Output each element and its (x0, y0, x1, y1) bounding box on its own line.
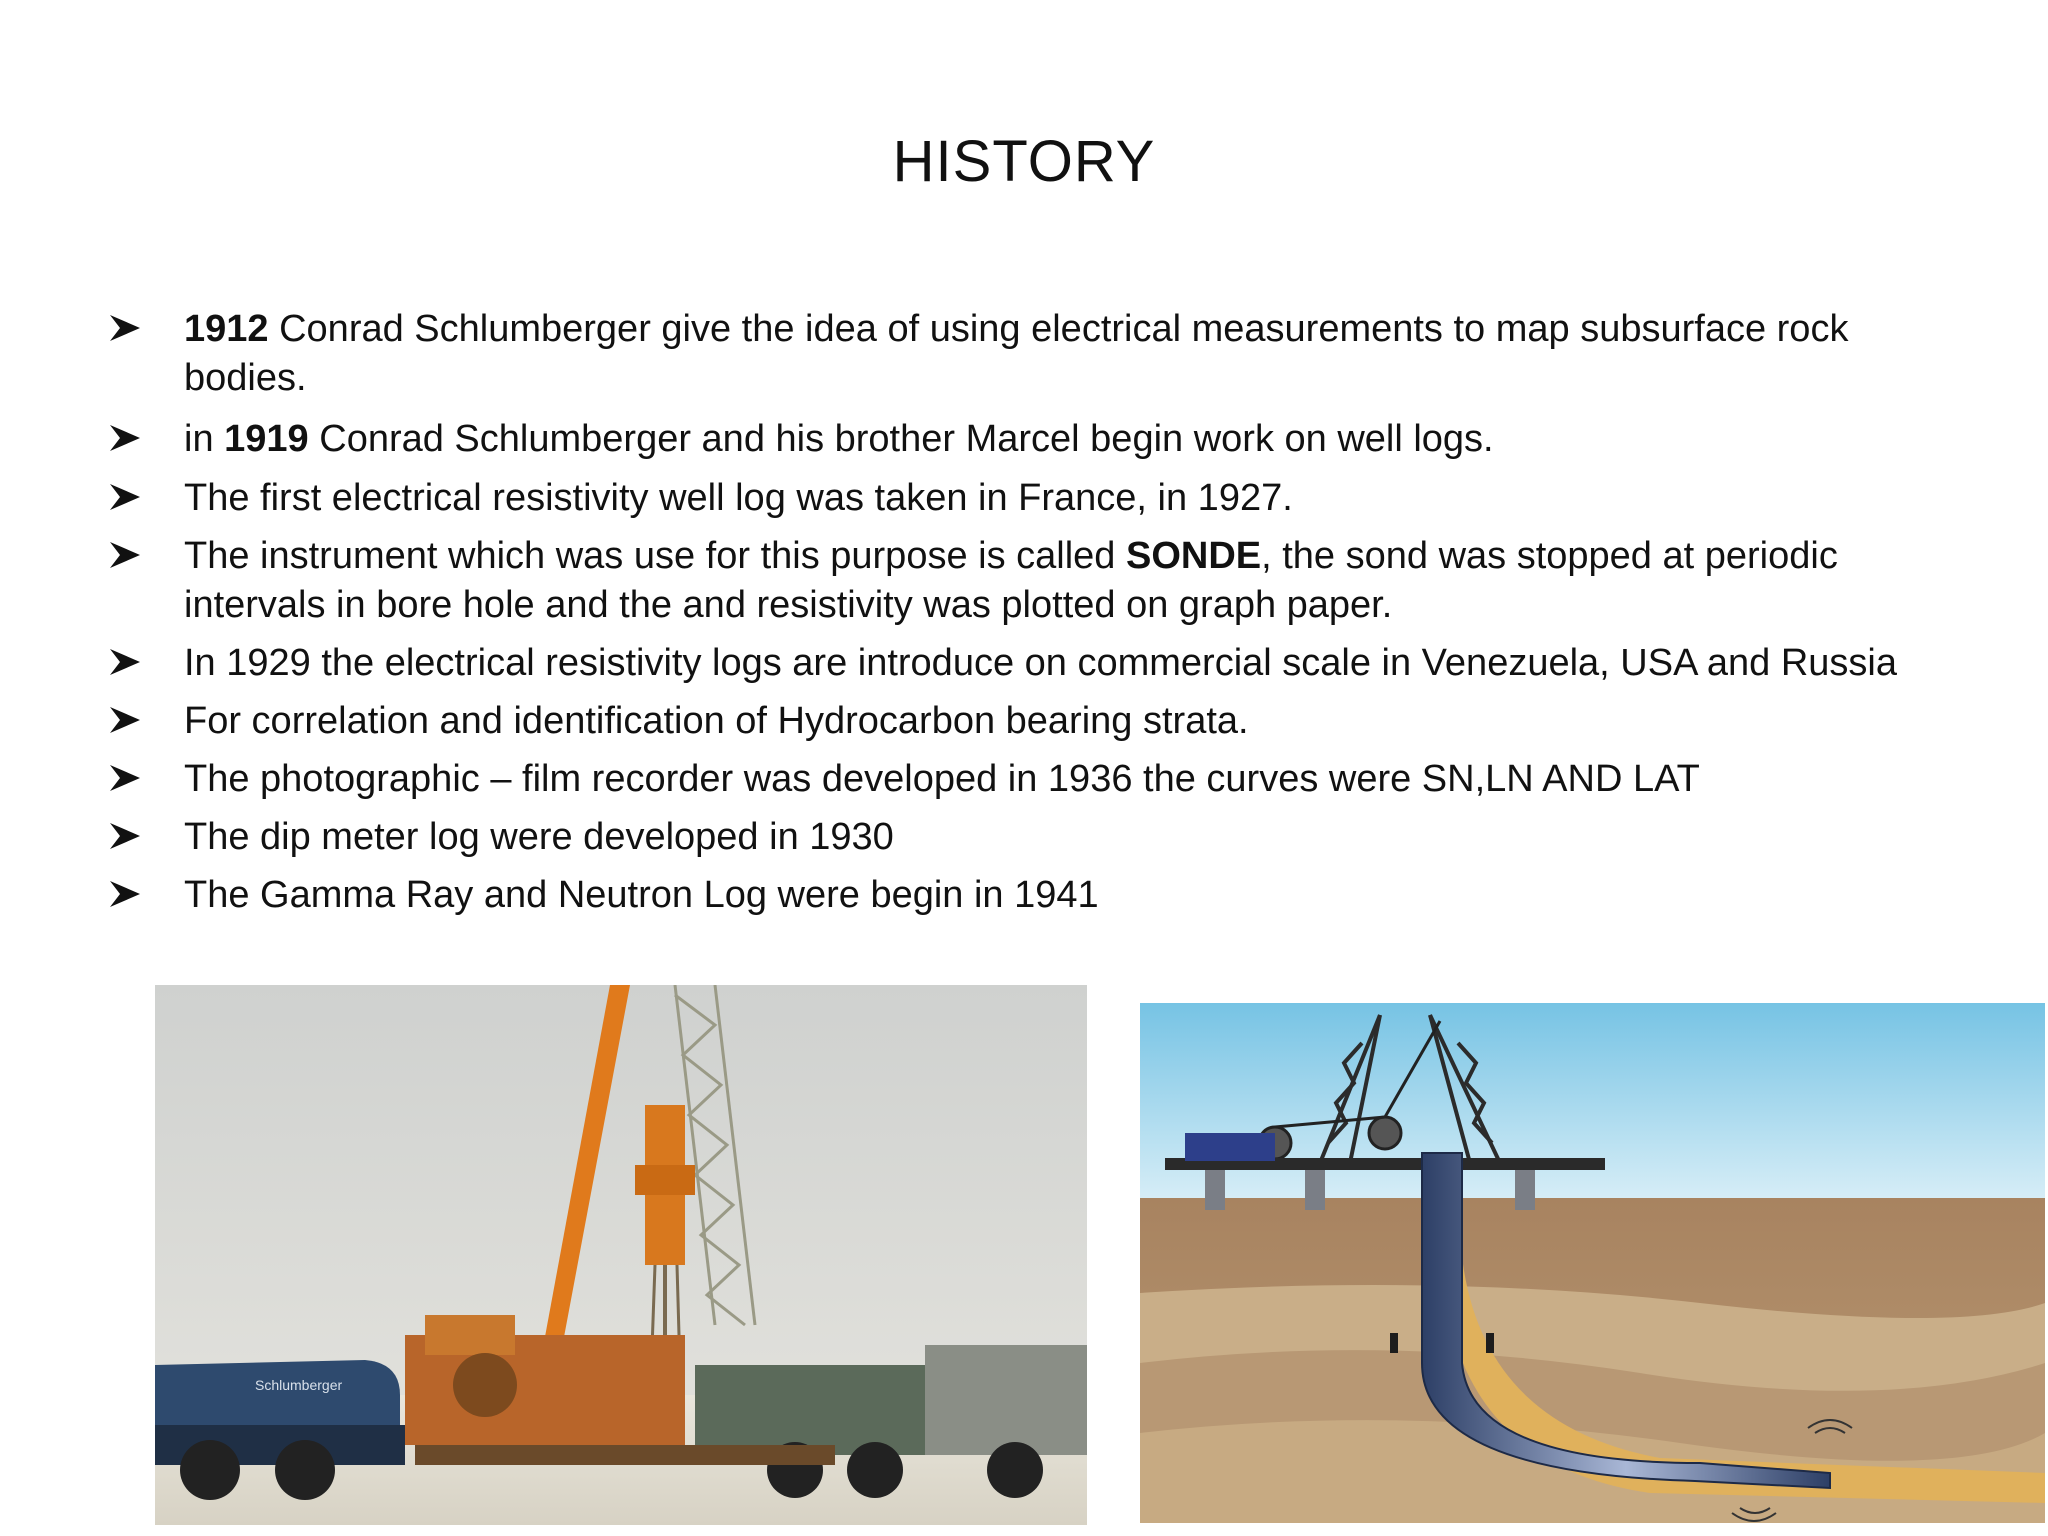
arrowhead-bullet-icon (108, 703, 142, 737)
bullet-text: In 1929 the electrical resistivity logs are introduce on commercial scale in Venezuela, USA and Russia (184, 642, 1897, 684)
arrowhead-bullet-icon (108, 480, 142, 514)
bullet-text: The dip meter log were developed in 1930 (184, 816, 894, 858)
bullet-text: For correlation and identification of Hydrocarbon bearing strata. (184, 700, 1249, 742)
list-item (108, 532, 1938, 630)
list-item (108, 305, 1938, 403)
bullet-year: 1912 (184, 308, 269, 350)
list-item (108, 639, 1938, 688)
arrowhead-bullet-icon (108, 761, 142, 795)
bullet-text: Conrad Schlumberger give the idea of using electrical measurements to map subsurface rock bodies. (184, 308, 1849, 399)
truck-logo-text: Schlumberger (255, 1377, 343, 1393)
list-item (108, 755, 1938, 804)
bullet-text: , the sond was stopped at periodic intervals in bore hole and the and resistivity was plotted on graph paper. (184, 535, 1838, 626)
list-item (108, 474, 1938, 523)
bullet-term: SONDE (1125, 535, 1262, 577)
page-title: HISTORY (892, 129, 1156, 194)
arrowhead-bullet-icon (108, 538, 142, 572)
list-item (108, 697, 1938, 746)
wellbore-illustration (1140, 1003, 2045, 1523)
bullet-text: The Gamma Ray and Neutron Log were begin in 1941 (184, 874, 1099, 916)
bullet-text-pre: The instrument which was use for this purpose is called (184, 535, 1126, 577)
arrowhead-bullet-icon (108, 819, 142, 853)
bullet-text: The first electrical resistivity well log was taken in France, in 1927. (184, 477, 1293, 519)
bullet-text: The photographic – film recorder was developed in 1936 the curves were SN,LN AND LAT (184, 758, 1700, 800)
bullet-year: 1919 (224, 418, 309, 460)
arrowhead-bullet-icon (108, 311, 142, 345)
bullet-list (108, 305, 1938, 920)
list-item (108, 415, 1938, 464)
bullet-text: Conrad Schlumberger and his brother Marcel begin work on well logs. (308, 418, 1494, 460)
bullet-text-pre: in (184, 418, 225, 460)
borehole-diagram (1140, 1003, 2045, 1523)
list-item (108, 813, 1938, 862)
arrowhead-bullet-icon (108, 645, 142, 679)
arrowhead-bullet-icon (108, 421, 142, 455)
logging-truck-illustration (155, 985, 1087, 1525)
arrowhead-bullet-icon (108, 877, 142, 911)
list-item (108, 871, 1938, 920)
logging-truck-photo (155, 985, 1087, 1525)
